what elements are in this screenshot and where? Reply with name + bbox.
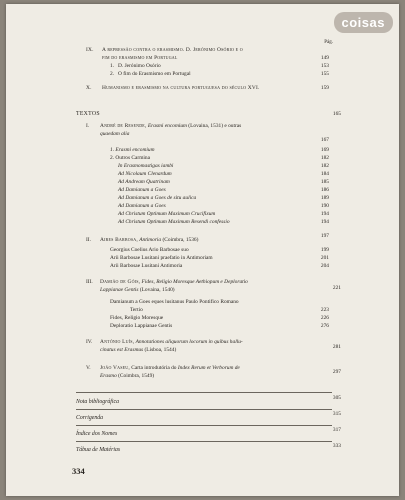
toc-entry-title-cont: fim do erasmismo em Portugal — [102, 55, 178, 61]
watermark-badge: coisas — [334, 12, 393, 33]
toc-page: 199 — [320, 247, 329, 253]
toc-page: 182 — [320, 163, 329, 169]
divider — [76, 425, 332, 426]
toc-num: IV. — [86, 339, 93, 345]
toc-subentry: Fides, Religio Moresque — [110, 315, 164, 321]
toc-subentry: Ad Andream Quatrinam — [118, 179, 170, 185]
toc-subentry: Ad Damianum a Goes — [118, 203, 166, 209]
work-title-cont: Lappianae Gentis — [100, 287, 139, 293]
author-name: João Vaseu, — [100, 365, 130, 371]
work-details: (Coimbra, 1549) — [118, 373, 155, 379]
toc-entry-title: D. Jerónimo Osório — [118, 63, 161, 69]
pag-label: Pág. — [324, 40, 333, 45]
toc-page: 276 — [320, 323, 329, 329]
work-title: Erasmi encomium — [147, 123, 187, 129]
work-details: (Coimbra, 1536) — [162, 237, 199, 243]
toc-page: 305 — [332, 395, 341, 401]
toc-page: 197 — [320, 233, 329, 239]
toc-subentry: Ad Damianum a Goes de situ aulica — [118, 195, 197, 201]
toc-num: 2. — [110, 71, 115, 77]
toc-subentry: Damianum a Goes eques lusitanus Paulo Pontifico Romano — [110, 299, 239, 305]
toc-page: 153 — [320, 63, 329, 69]
toc-page: 194 — [320, 211, 329, 217]
author-name: Aires Barbosa, — [100, 237, 138, 243]
toc-backmatter: Tábua de Matérias — [76, 447, 121, 453]
toc-num: 1. — [110, 63, 115, 69]
page-number: 334 — [72, 466, 85, 476]
toc-page: 149 — [320, 55, 329, 61]
work-title: Index Rerum et Verborum de — [177, 365, 240, 371]
toc-page: 190 — [320, 203, 329, 209]
toc-page: 184 — [320, 171, 329, 177]
toc-page: 167 — [320, 137, 329, 143]
toc-subentry: Ad Christum Optimum Maximum Resendi confessio — [118, 219, 230, 225]
toc-subentry: Arii Barbosae Lusitani praefatio in Antimoriam — [110, 255, 213, 261]
toc-subentry: Georgius Coelius Ario Barbosae suo — [110, 247, 189, 253]
toc-page: 182 — [320, 155, 329, 161]
toc-subentry: Deploratio Lappianae Gentis — [110, 323, 173, 329]
toc-subentry: 2. Outros Carmina — [110, 155, 150, 161]
work-title-cont: quaedam alia — [100, 131, 130, 137]
toc-page: 189 — [320, 195, 329, 201]
toc-num: X. — [86, 85, 92, 91]
book-page — [6, 4, 399, 496]
toc-backmatter: Índice dos Nomes — [76, 431, 118, 437]
divider — [76, 392, 332, 393]
toc-backmatter: Nota bibliográfica — [76, 399, 119, 405]
work-details: (Lovaina, 1531) e outras — [188, 123, 242, 129]
toc-page: 226 — [320, 315, 329, 321]
work-title: Antimoria — [139, 237, 162, 243]
toc-subentry: Tertio — [130, 307, 143, 313]
author-name: André de Resende, — [100, 123, 147, 129]
work-title-cont: cinatus est Erasmus — [100, 347, 144, 353]
work-title: Annotationes aliquorum locorum in quibus hallu- — [135, 339, 243, 345]
toc-num: V. — [86, 365, 91, 371]
divider — [76, 409, 332, 410]
toc-num: III. — [86, 279, 93, 285]
toc-page: 333 — [332, 443, 341, 449]
toc-subentry: 1. Erasmi encomium — [110, 147, 155, 153]
toc-page: 201 — [320, 255, 329, 261]
toc-entry-title: O fim do Erasmismo em Portugal — [118, 71, 191, 77]
work-details: (Lovaina, 1540) — [139, 287, 175, 293]
toc-subentry: Ad Damianum a Goes — [118, 187, 166, 193]
toc-num: II. — [86, 237, 91, 243]
toc-entry-title: A repressão contra o erasmismo. D. Jerónimo Osório e o — [102, 47, 243, 53]
toc-entry-title: Humanismo e erasmismo na cultura portuguesa do século XVI. — [102, 85, 260, 91]
toc-page: 185 — [320, 179, 329, 185]
work-title: Fides, Religio Moresque Aethiopum e Deploratio — [141, 279, 248, 285]
toc-page: 317 — [332, 427, 341, 433]
toc-subentry: Arii Barbosae Lusitani Antimoria — [110, 263, 183, 269]
toc-page: 159 — [320, 85, 329, 91]
toc-page: 223 — [320, 307, 329, 313]
work-details: (Lisboa, 1544) — [144, 347, 177, 353]
toc-page: 155 — [320, 71, 329, 77]
toc-page: 169 — [320, 147, 329, 153]
author-name: Damião de Góis, — [100, 279, 141, 285]
divider — [76, 441, 332, 442]
toc-subentry: Ad Nicolaum Clenardum — [118, 171, 172, 177]
toc-page: 204 — [320, 263, 329, 269]
toc-subentry: Ad Christum Optimum Maximum Crucifixum — [118, 211, 216, 217]
toc-page: 186 — [320, 187, 329, 193]
author-name: António Luís, — [100, 339, 135, 345]
toc-page: 165 — [332, 111, 341, 117]
toc-num: I. — [86, 123, 90, 129]
toc-subentry: In Erasmomastigas iambi — [118, 163, 174, 169]
textos-heading: TEXTOS — [76, 111, 100, 117]
work-intro: Carta introdutória do — [131, 365, 177, 371]
toc-page: 281 — [332, 344, 341, 350]
toc-page: 297 — [332, 369, 341, 375]
toc-num: IX. — [86, 47, 94, 53]
toc-page: 315 — [332, 411, 341, 417]
toc-page: 194 — [320, 219, 329, 225]
work-title-cont: Erasmo — [100, 373, 117, 379]
toc-backmatter: Corrigenda — [76, 415, 104, 421]
toc-page: 221 — [332, 285, 341, 291]
